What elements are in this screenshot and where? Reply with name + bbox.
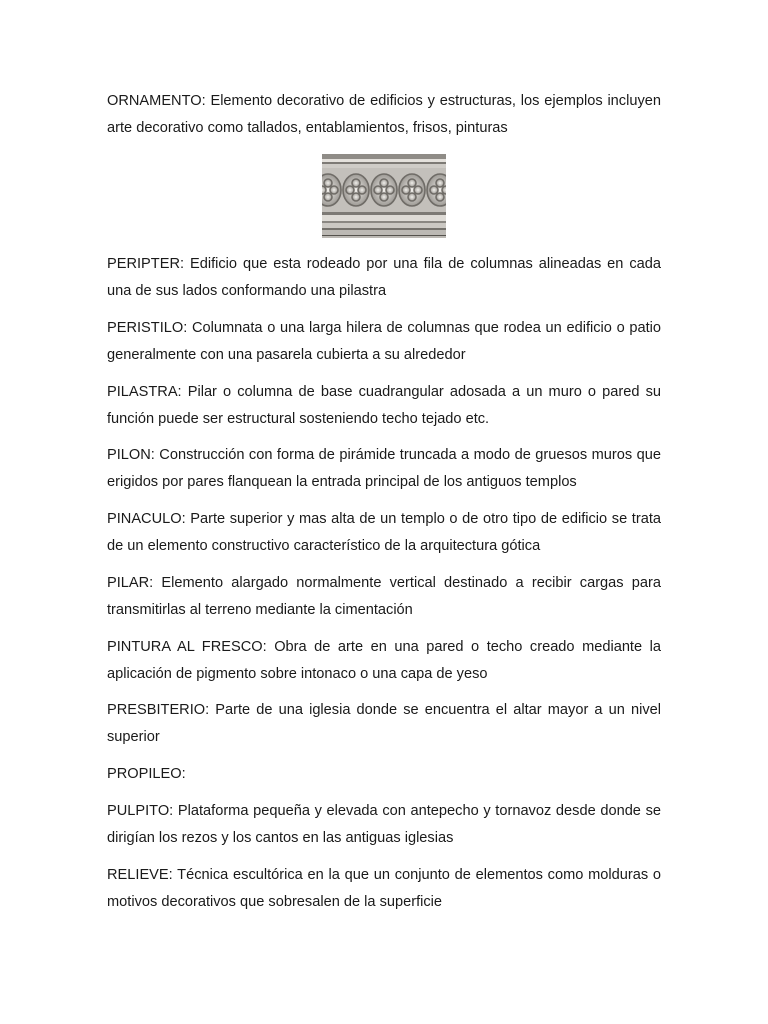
entry-pilastra: PILASTRA: Pilar o columna de base cuadrangular adosada a un muro o pared su función puede ser estructural sosteniendo techo tejado etc.	[107, 384, 661, 427]
entry-ornamento: ORNAMENTO: Elemento decorativo de edificios y estructuras, los ejemplos incluyen arte decorativo como tallados, entablamientos, frisos, pinturas	[107, 93, 661, 136]
entry-propileo: PROPILEO:	[107, 766, 186, 782]
entry-pintura-al-fresco: PINTURA AL FRESCO: Obra de arte en una pared o techo creado mediante la aplicación de pigmento sobre intonaco o una capa de yeso	[107, 639, 661, 682]
entry-pulpito: PULPITO: Plataforma pequeña y elevada con antepecho y tornavoz desde donde se dirigían los rezos y los cantos en las antiguas iglesias	[107, 803, 661, 846]
entry-pinaculo: PINACULO: Parte superior y mas alta de un templo o de otro tipo de edificio se trata de un elemento constructivo característico de la arquitectura gótica	[107, 511, 661, 554]
ornament-frieze-image	[322, 154, 446, 238]
entry-pilon: PILON: Construcción con forma de pirámide truncada a modo de gruesos muros que erigidos por pares flanquean la entrada principal de los antiguos templos	[107, 447, 661, 490]
entry-peristilo: PERISTILO: Columnata o una larga hilera de columnas que rodea un edificio o patio generalmente con una pasarela cubierta a su alrededor	[107, 320, 661, 363]
entry-pilar: PILAR: Elemento alargado normalmente vertical destinado a recibir cargas para transmitirlas al terreno mediante la cimentación	[107, 575, 661, 618]
entry-presbiterio: PRESBITERIO: Parte de una iglesia donde se encuentra el altar mayor a un nivel superior	[107, 702, 661, 745]
entry-relieve: RELIEVE: Técnica escultórica en la que un conjunto de elementos como molduras o motivos decorativos que sobresalen de la superficie	[107, 867, 661, 910]
entry-peripter: PERIPTER: Edificio que esta rodeado por una fila de columnas alineadas en cada una de sus lados conformando una pilastra	[107, 256, 661, 299]
